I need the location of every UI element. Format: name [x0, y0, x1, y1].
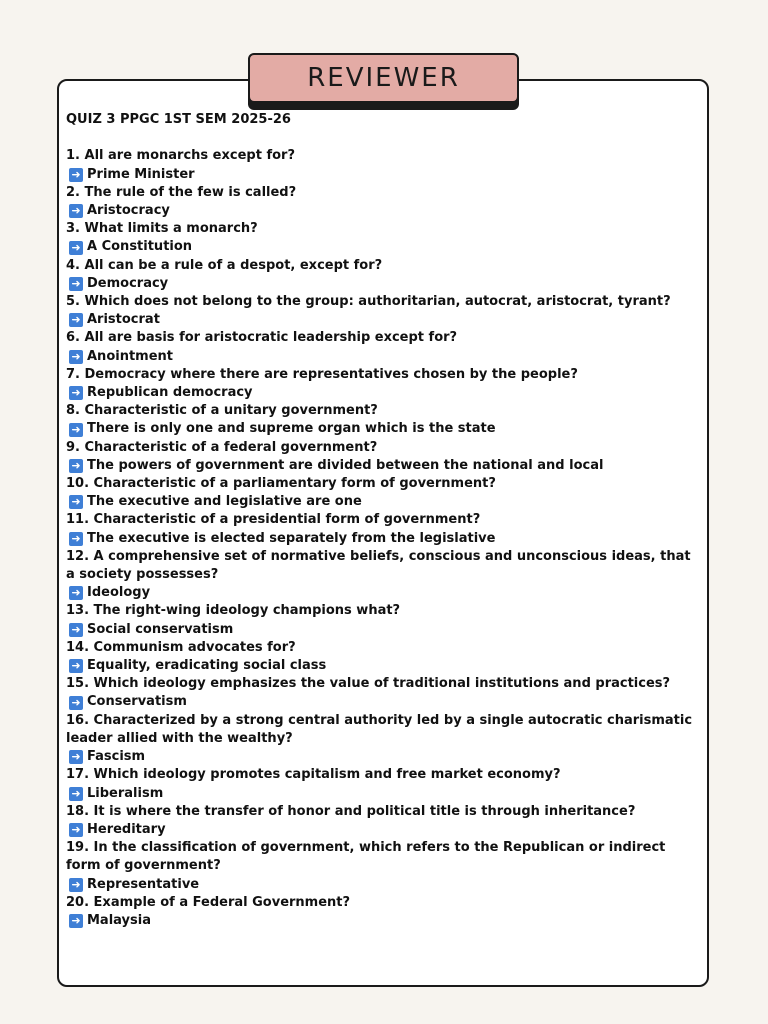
answer-row [69, 821, 698, 839]
answer-row [69, 584, 698, 602]
answer-row [69, 748, 698, 766]
right-arrow-icon: ➜ [69, 277, 83, 291]
answer-text: A Constitution [87, 239, 193, 255]
question-text: 15. Which ideology emphasizes the value of traditional institutions and practices? [66, 676, 671, 692]
question-text: 9. Characteristic of a federal government? [66, 439, 378, 455]
question-text: 2. The rule of the few is called? [66, 184, 297, 200]
answer-text: Prime Minister [87, 166, 195, 182]
answer-text: Representative [87, 876, 200, 892]
question-text: 3. What limits a monarch? [66, 221, 258, 237]
right-arrow-icon: ➜ [69, 495, 83, 509]
right-arrow-icon: ➜ [69, 750, 83, 764]
answer-row [69, 420, 698, 438]
answer-row [69, 621, 698, 639]
page-title: REVIEWER [248, 53, 519, 103]
answer-text: Hereditary [87, 821, 166, 837]
question-text: 14. Communism advocates for? [66, 639, 296, 655]
answer-text: The executive and legislative are one [87, 494, 362, 510]
answer-text: Fascism [87, 749, 146, 765]
right-arrow-icon: ➜ [69, 696, 83, 710]
answer-text: There is only one and supreme organ which is the state [87, 421, 496, 437]
question-text: 1. All are monarchs except for? [66, 148, 295, 164]
answer-text: Liberalism [87, 785, 164, 801]
answer-row [69, 457, 698, 475]
right-arrow-icon: ➜ [69, 823, 83, 837]
right-arrow-icon: ➜ [69, 386, 83, 400]
answer-row [69, 912, 698, 930]
right-arrow-icon: ➜ [69, 350, 83, 364]
right-arrow-icon: ➜ [69, 532, 83, 546]
question-text: 18. It is where the transfer of honor and political title is through inheritance? [66, 803, 636, 819]
answer-text: Republican democracy [87, 385, 253, 401]
right-arrow-icon: ➜ [69, 459, 83, 473]
right-arrow-icon: ➜ [69, 313, 83, 327]
right-arrow-icon: ➜ [69, 586, 83, 600]
question-text: 19. In the classification of government, which refers to the Republican or indirect form of government? [66, 840, 666, 874]
answer-text: Social conservatism [87, 621, 234, 637]
answer-row [69, 530, 698, 548]
answer-text: Ideology [87, 585, 151, 601]
answer-row [69, 202, 698, 220]
right-arrow-icon: ➜ [69, 914, 83, 928]
question-text: 4. All can be a rule of a despot, except for? [66, 257, 383, 273]
question-text: 17. Which ideology promotes capitalism and free market economy? [66, 767, 561, 783]
answer-text: Democracy [87, 275, 169, 291]
right-arrow-icon: ➜ [69, 659, 83, 673]
question-text: 20. Example of a Federal Government? [66, 894, 351, 910]
answer-row [69, 348, 698, 366]
question-text: 12. A comprehensive set of normative beliefs, conscious and unconscious ideas, that a society possesses? [66, 548, 691, 583]
answer-text: The executive is elected separately from the legislative [87, 530, 496, 546]
title-tab [248, 53, 519, 103]
answer-row [69, 166, 698, 184]
right-arrow-icon: ➜ [69, 241, 83, 255]
answer-row [69, 275, 698, 293]
question-text: 7. Democracy where there are representatives chosen by the people? [66, 366, 578, 382]
quiz-content [66, 111, 698, 930]
answer-text: Anointment [87, 348, 174, 364]
answer-row [69, 384, 698, 402]
question-text: 5. Which does not belong to the group: authoritarian, autocrat, aristocrat, tyrant? [66, 294, 671, 310]
right-arrow-icon: ➜ [69, 168, 83, 182]
answer-row [69, 657, 698, 675]
question-text: 10. Characteristic of a parliamentary form of government? [66, 476, 496, 492]
answer-text: Malaysia [87, 912, 151, 928]
right-arrow-icon: ➜ [69, 787, 83, 801]
qa-list [66, 147, 698, 930]
answer-row [69, 311, 698, 329]
answer-text: Equality, eradicating social class [87, 658, 327, 674]
question-text: 6. All are basis for aristocratic leadership except for? [66, 330, 458, 346]
right-arrow-icon: ➜ [69, 623, 83, 637]
question-text: 11. Characteristic of a presidential form of government? [66, 512, 481, 528]
question-text: 8. Characteristic of a unitary government? [66, 403, 378, 419]
right-arrow-icon: ➜ [69, 204, 83, 218]
answer-text: Aristocracy [87, 203, 170, 218]
question-text: 13. The right-wing ideology champions what? [66, 603, 401, 619]
answer-row [69, 785, 698, 803]
answer-row [69, 876, 698, 894]
answer-text: The powers of government are divided between the national and local [87, 457, 604, 473]
question-text: 16. Characterized by a strong central authority led by a single autocratic charismatic leader allied with the wealthy? [66, 712, 693, 746]
quiz-title: QUIZ 3 PPGC 1ST SEM 2025-26 [66, 112, 291, 127]
right-arrow-icon: ➜ [69, 423, 83, 437]
answer-row [69, 493, 698, 511]
answer-row [69, 693, 698, 711]
answer-row [69, 238, 698, 256]
answer-text: Aristocrat [87, 312, 160, 328]
answer-text: Conservatism [87, 694, 187, 710]
right-arrow-icon: ➜ [69, 878, 83, 892]
